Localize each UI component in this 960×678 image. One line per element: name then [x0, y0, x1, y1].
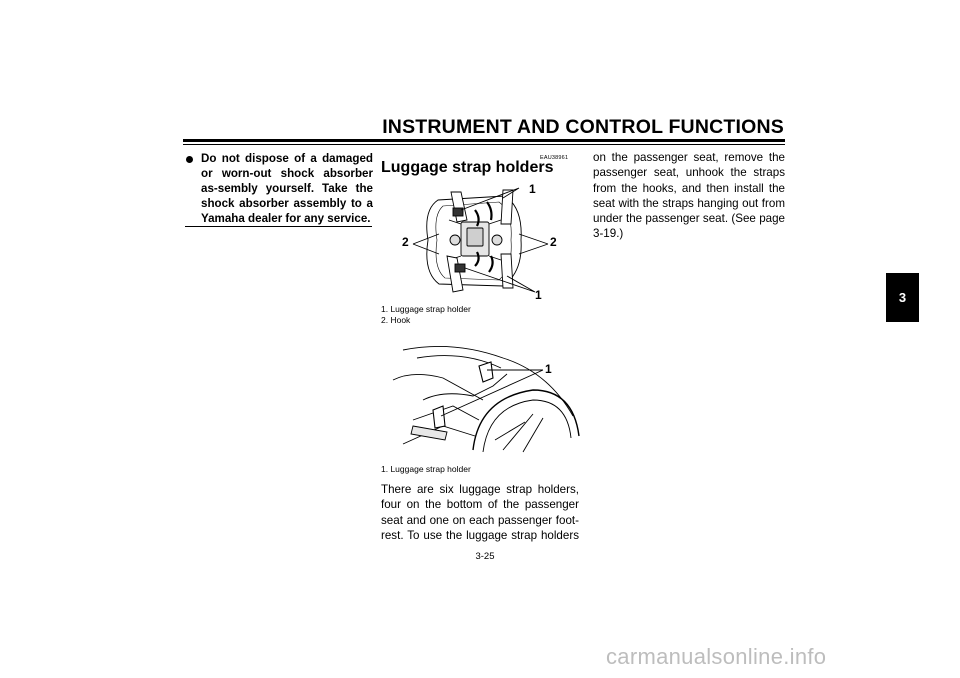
- fig1-callout-2-left: 2: [402, 235, 409, 249]
- warning-bullet: [185, 151, 373, 226]
- warning-end-rule: [185, 226, 372, 227]
- figure-luggage-holders-seat: [383, 180, 578, 300]
- figure2-caption-1: 1. Luggage strap holder: [381, 464, 471, 474]
- header-rule-thick: [183, 139, 785, 142]
- figure1-caption-2: 2. Hook: [381, 315, 411, 325]
- page-number: 3-25: [475, 551, 495, 562]
- section-body-col3-last: 3-19.): [593, 227, 624, 241]
- bullet-icon: [186, 156, 193, 163]
- chapter-tab[interactable]: 3: [886, 273, 919, 322]
- figure1-caption-1: 1. Luggage strap holder: [381, 304, 471, 314]
- fig2-callout-1: 1: [545, 362, 552, 376]
- section-code: EAU38961: [540, 155, 569, 161]
- section-body-col3: [593, 150, 785, 242]
- page-header-title: INSTRUMENT AND CONTROL FUNCTIONS: [382, 116, 784, 138]
- fig1-callout-1-bottom: 1: [535, 288, 542, 300]
- section-body-col3-main: on the passenger seat, remove the passenger seat, unhook the straps from the hooks, and then install the seat with the straps hanging out from under the passenger seat. (See page: [593, 151, 785, 226]
- watermark: carmanualsonline.info: [606, 644, 827, 669]
- section-heading: Luggage strap holders: [381, 159, 554, 176]
- fig1-callout-2-right: 2: [550, 235, 557, 249]
- section-body-col2: There are six luggage strap holders, four on the bottom of the passenger seat and one on each passenger foot-rest. To use the luggage strap holders: [381, 483, 579, 542]
- figure-luggage-holder-footrest: [383, 340, 583, 462]
- warning-text: Do not dispose of a damaged or worn-out shock absorber as-sembly yourself. Take the shock absorber assembly to a Yamaha dealer for any service.: [201, 152, 373, 225]
- fig1-callout-1-top: 1: [529, 182, 536, 196]
- header-rule-thin: [183, 144, 785, 145]
